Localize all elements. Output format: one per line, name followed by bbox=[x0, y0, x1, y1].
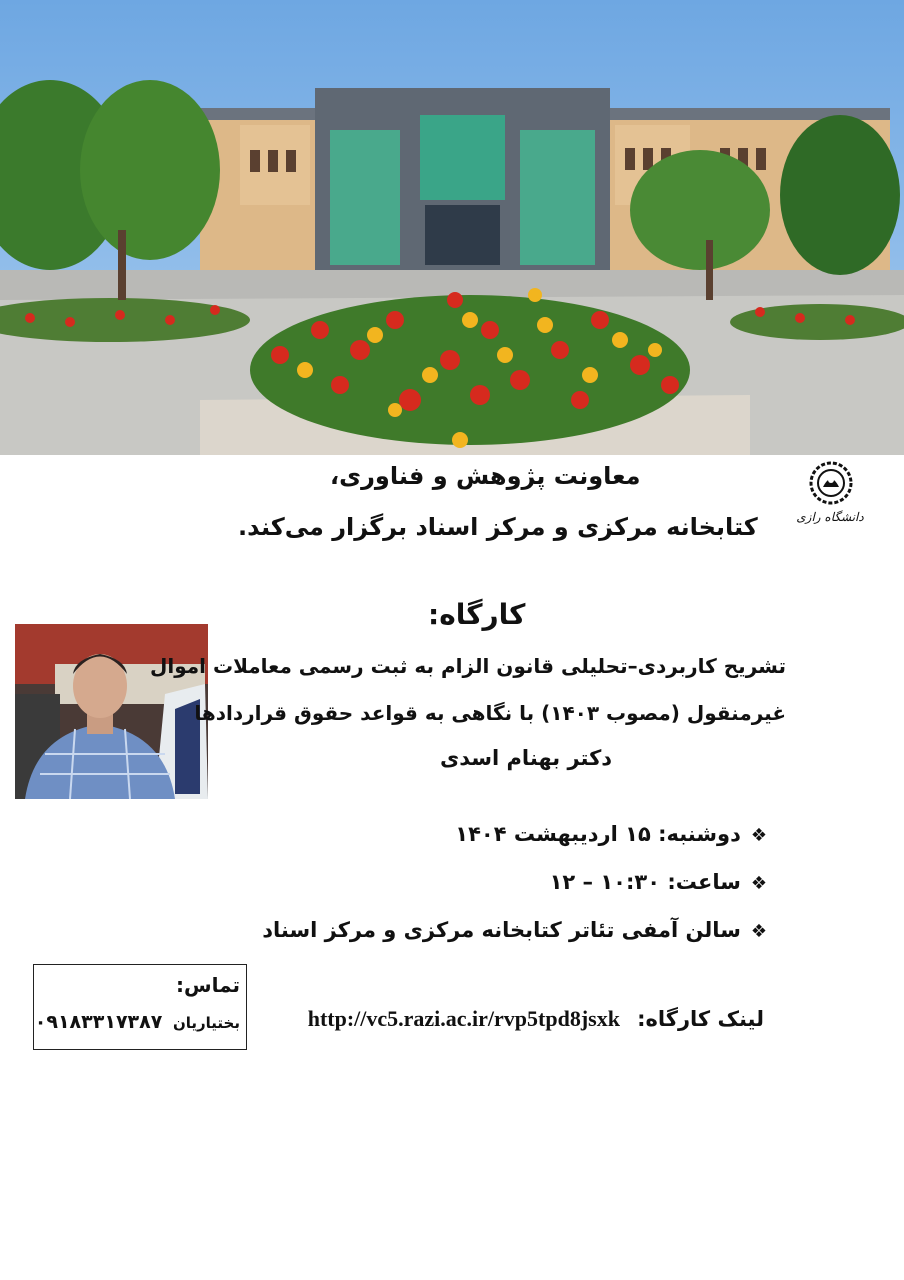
detail-venue bbox=[262, 918, 767, 942]
workshop-label: کارگاه: bbox=[428, 598, 526, 631]
detail-time-text: ساعت: ۱۰:۳۰ – ۱۲ bbox=[549, 870, 741, 894]
speaker-photo bbox=[15, 624, 208, 799]
workshop-link-label: لینک کارگاه: bbox=[637, 1007, 764, 1031]
contact-label: تماس: bbox=[175, 973, 240, 997]
diamond-bullet-icon: ❖ bbox=[750, 873, 767, 894]
organizer-line: معاونت پژوهش و فناوری، bbox=[330, 462, 641, 490]
hero-photo bbox=[0, 0, 904, 455]
speaker-name: دکتر بهنام اسدی bbox=[440, 746, 613, 770]
workshop-link[interactable]: http://vc5.razi.ac.ir/rvp5tpd8jsxk bbox=[307, 1006, 620, 1031]
diamond-bullet-icon: ❖ bbox=[750, 921, 767, 942]
detail-date bbox=[455, 822, 767, 846]
workshop-topic-line-1: تشریح کاربردی–تحلیلی قانون الزام به ثبت رسمی معاملات اموال bbox=[150, 654, 786, 678]
workshop-link-row bbox=[308, 1006, 764, 1032]
contact-box bbox=[33, 964, 247, 1050]
contact-line bbox=[35, 1011, 240, 1033]
detail-date-text: دوشنبه: ۱۵ اردیبهشت ۱۴۰۴ bbox=[455, 822, 741, 846]
workshop-topic-line-2: غیرمنقول (مصوب ۱۴۰۳) با نگاهی به قواعد حقوق قراردادها bbox=[194, 701, 786, 725]
detail-time bbox=[550, 870, 767, 894]
contact-phone[interactable]: ۰۹۱۸۳۳۱۷۳۸۷ bbox=[34, 1011, 163, 1033]
detail-venue-text: سالن آمفی تئاتر کتابخانه مرکزی و مرکز اسناد bbox=[262, 918, 741, 942]
contact-name: بختیاریان bbox=[172, 1014, 240, 1032]
diamond-bullet-icon: ❖ bbox=[750, 825, 767, 846]
logo-caption: دانشگاه رازی bbox=[796, 510, 864, 524]
host-line: کتابخانه مرکزی و مرکز اسناد برگزار می‌کند. bbox=[238, 513, 758, 541]
